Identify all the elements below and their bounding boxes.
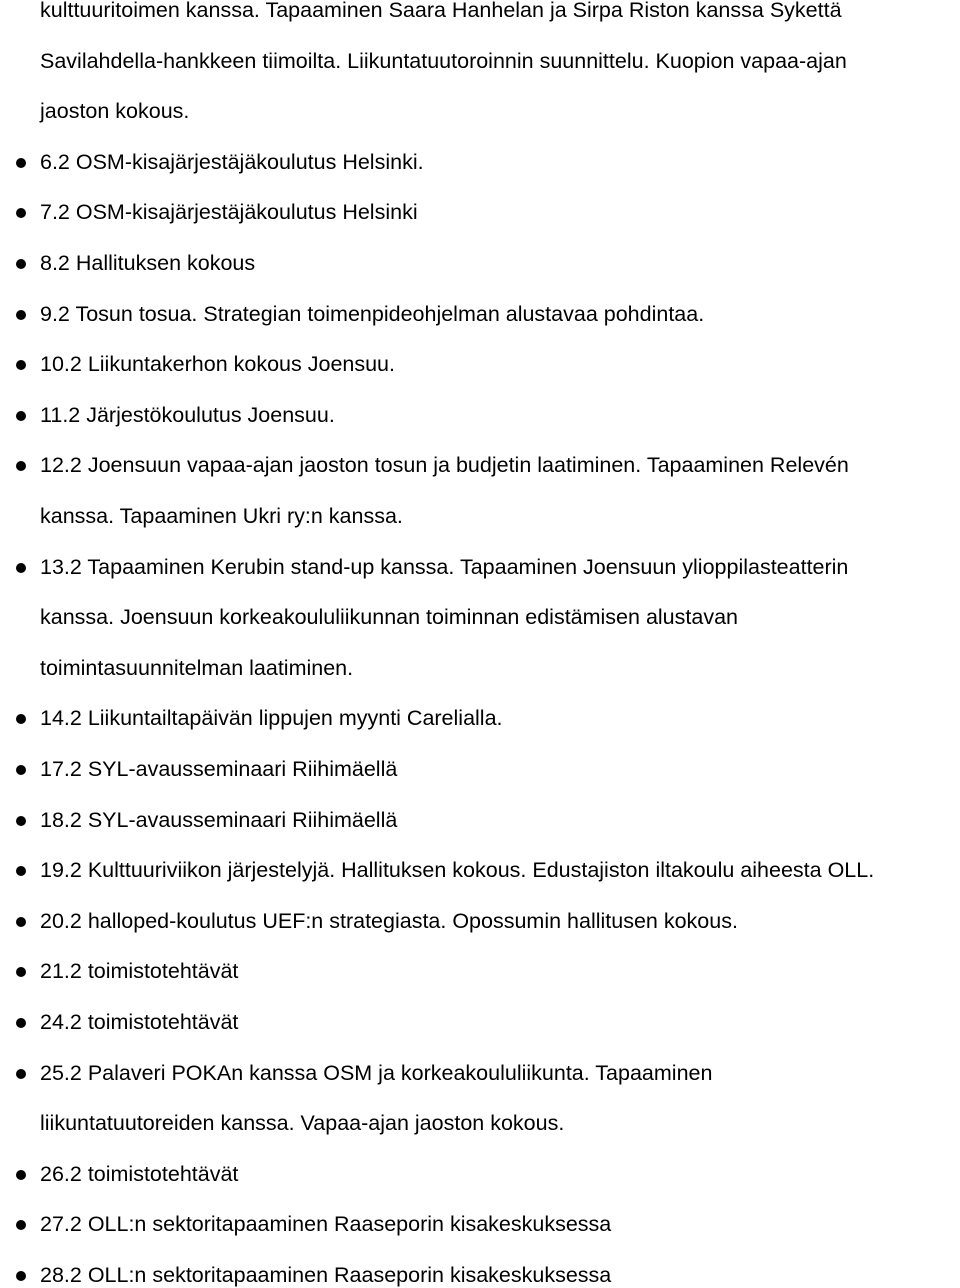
list-item-text: 25.2 Palaveri POKAn kanssa OSM ja korkeakoululiikunta. Tapaaminen [40, 1060, 713, 1085]
bullet-icon [16, 259, 26, 269]
list-item-text: 8.2 Hallituksen kokous [40, 251, 256, 275]
bullet-icon [16, 563, 26, 573]
list-item-text: 18.2 SYL-avausseminaari Riihimäellä [40, 807, 398, 832]
list-item-text: 21.2 toimistotehtävät [40, 959, 239, 984]
list-item-text: 9.2 Tosun tosua. Strategian toimenpideohjelman alustavaa pohdintaa. [40, 301, 705, 326]
list-item-text: 27.2 OLL:n sektoritapaaminen Raaseporin kisakeskuksessa [40, 1212, 612, 1237]
intro-line: Savilahdella-hankkeen tiimoilta. Liikuntatuutoroinnin suunnittelu. Kuopion vapaa-ajan [40, 48, 847, 73]
bullet-icon [16, 360, 26, 370]
bullet-icon [16, 1018, 26, 1028]
bullet-icon [16, 1271, 26, 1281]
list-item-continuation: liikuntatuutoreiden kanssa. Vapaa-ajan jaoston kokous. [40, 1111, 565, 1136]
bullet-icon [16, 1220, 26, 1230]
bullet-icon [16, 967, 26, 977]
list-item-text: 26.2 toimistotehtävät [40, 1161, 239, 1186]
bullet-icon [16, 765, 26, 775]
bullet-icon [16, 461, 26, 471]
intro-line: kulttuuritoimen kanssa. Tapaaminen Saara Hanhelan ja Sirpa Riston kanssa Sykettä [40, 0, 842, 22]
list-item-continuation: toimintasuunnitelman laatiminen. [40, 655, 354, 680]
bullet-icon [16, 816, 26, 826]
list-item-text: 19.2 Kulttuuriviikon järjestelyjä. Hallituksen kokous. Edustajiston iltakoulu aiheesta OLL. [40, 858, 875, 883]
list-item-text: 17.2 SYL-avausseminaari Riihimäellä [40, 757, 398, 781]
bullet-icon [16, 917, 26, 927]
bullet-icon [16, 208, 26, 218]
list-item-continuation: kanssa. Joensuun korkeakoululiikunnan toiminnan edistämisen alustavan [40, 605, 738, 630]
bullet-icon [16, 411, 26, 421]
list-item-text: 7.2 OSM-kisajärjestäjäkoulutus Helsinki [40, 200, 418, 225]
list-item-text: 12.2 Joensuun vapaa-ajan jaoston tosun ja budjetin laatiminen. Tapaaminen Relevén [40, 453, 849, 478]
list-item-text: 13.2 Tapaaminen Kerubin stand-up kanssa. Tapaaminen Joensuun ylioppilasteatterin [40, 554, 849, 579]
intro-line: jaoston kokous. [40, 99, 190, 124]
bullet-icon [16, 310, 26, 320]
list-item-text: 11.2 Järjestökoulutus Joensuu. [40, 402, 335, 427]
list-item-text: 20.2 halloped-koulutus UEF:n strategiasta. Opossumin hallitusen kokous. [40, 908, 738, 933]
list-item-text: 6.2 OSM-kisajärjestäjäkoulutus Helsinki. [40, 149, 424, 174]
list-item-text: 10.2 Liikuntakerhon kokous Joensuu. [40, 352, 395, 377]
bullet-icon [16, 714, 26, 724]
list-item-continuation: kanssa. Tapaaminen Ukri ry:n kanssa. [40, 504, 403, 528]
bullet-icon [16, 1170, 26, 1180]
bullet-icon [16, 1069, 26, 1079]
list-item-text: 14.2 Liikuntailtapäivän lippujen myynti Carelialla. [40, 706, 503, 731]
bullet-icon [16, 866, 26, 876]
list-item-text: 24.2 toimistotehtävät [40, 1010, 239, 1034]
list-item-text: 28.2 OLL:n sektoritapaaminen Raaseporin kisakeskuksessa [40, 1263, 612, 1287]
bullet-icon [16, 158, 26, 168]
